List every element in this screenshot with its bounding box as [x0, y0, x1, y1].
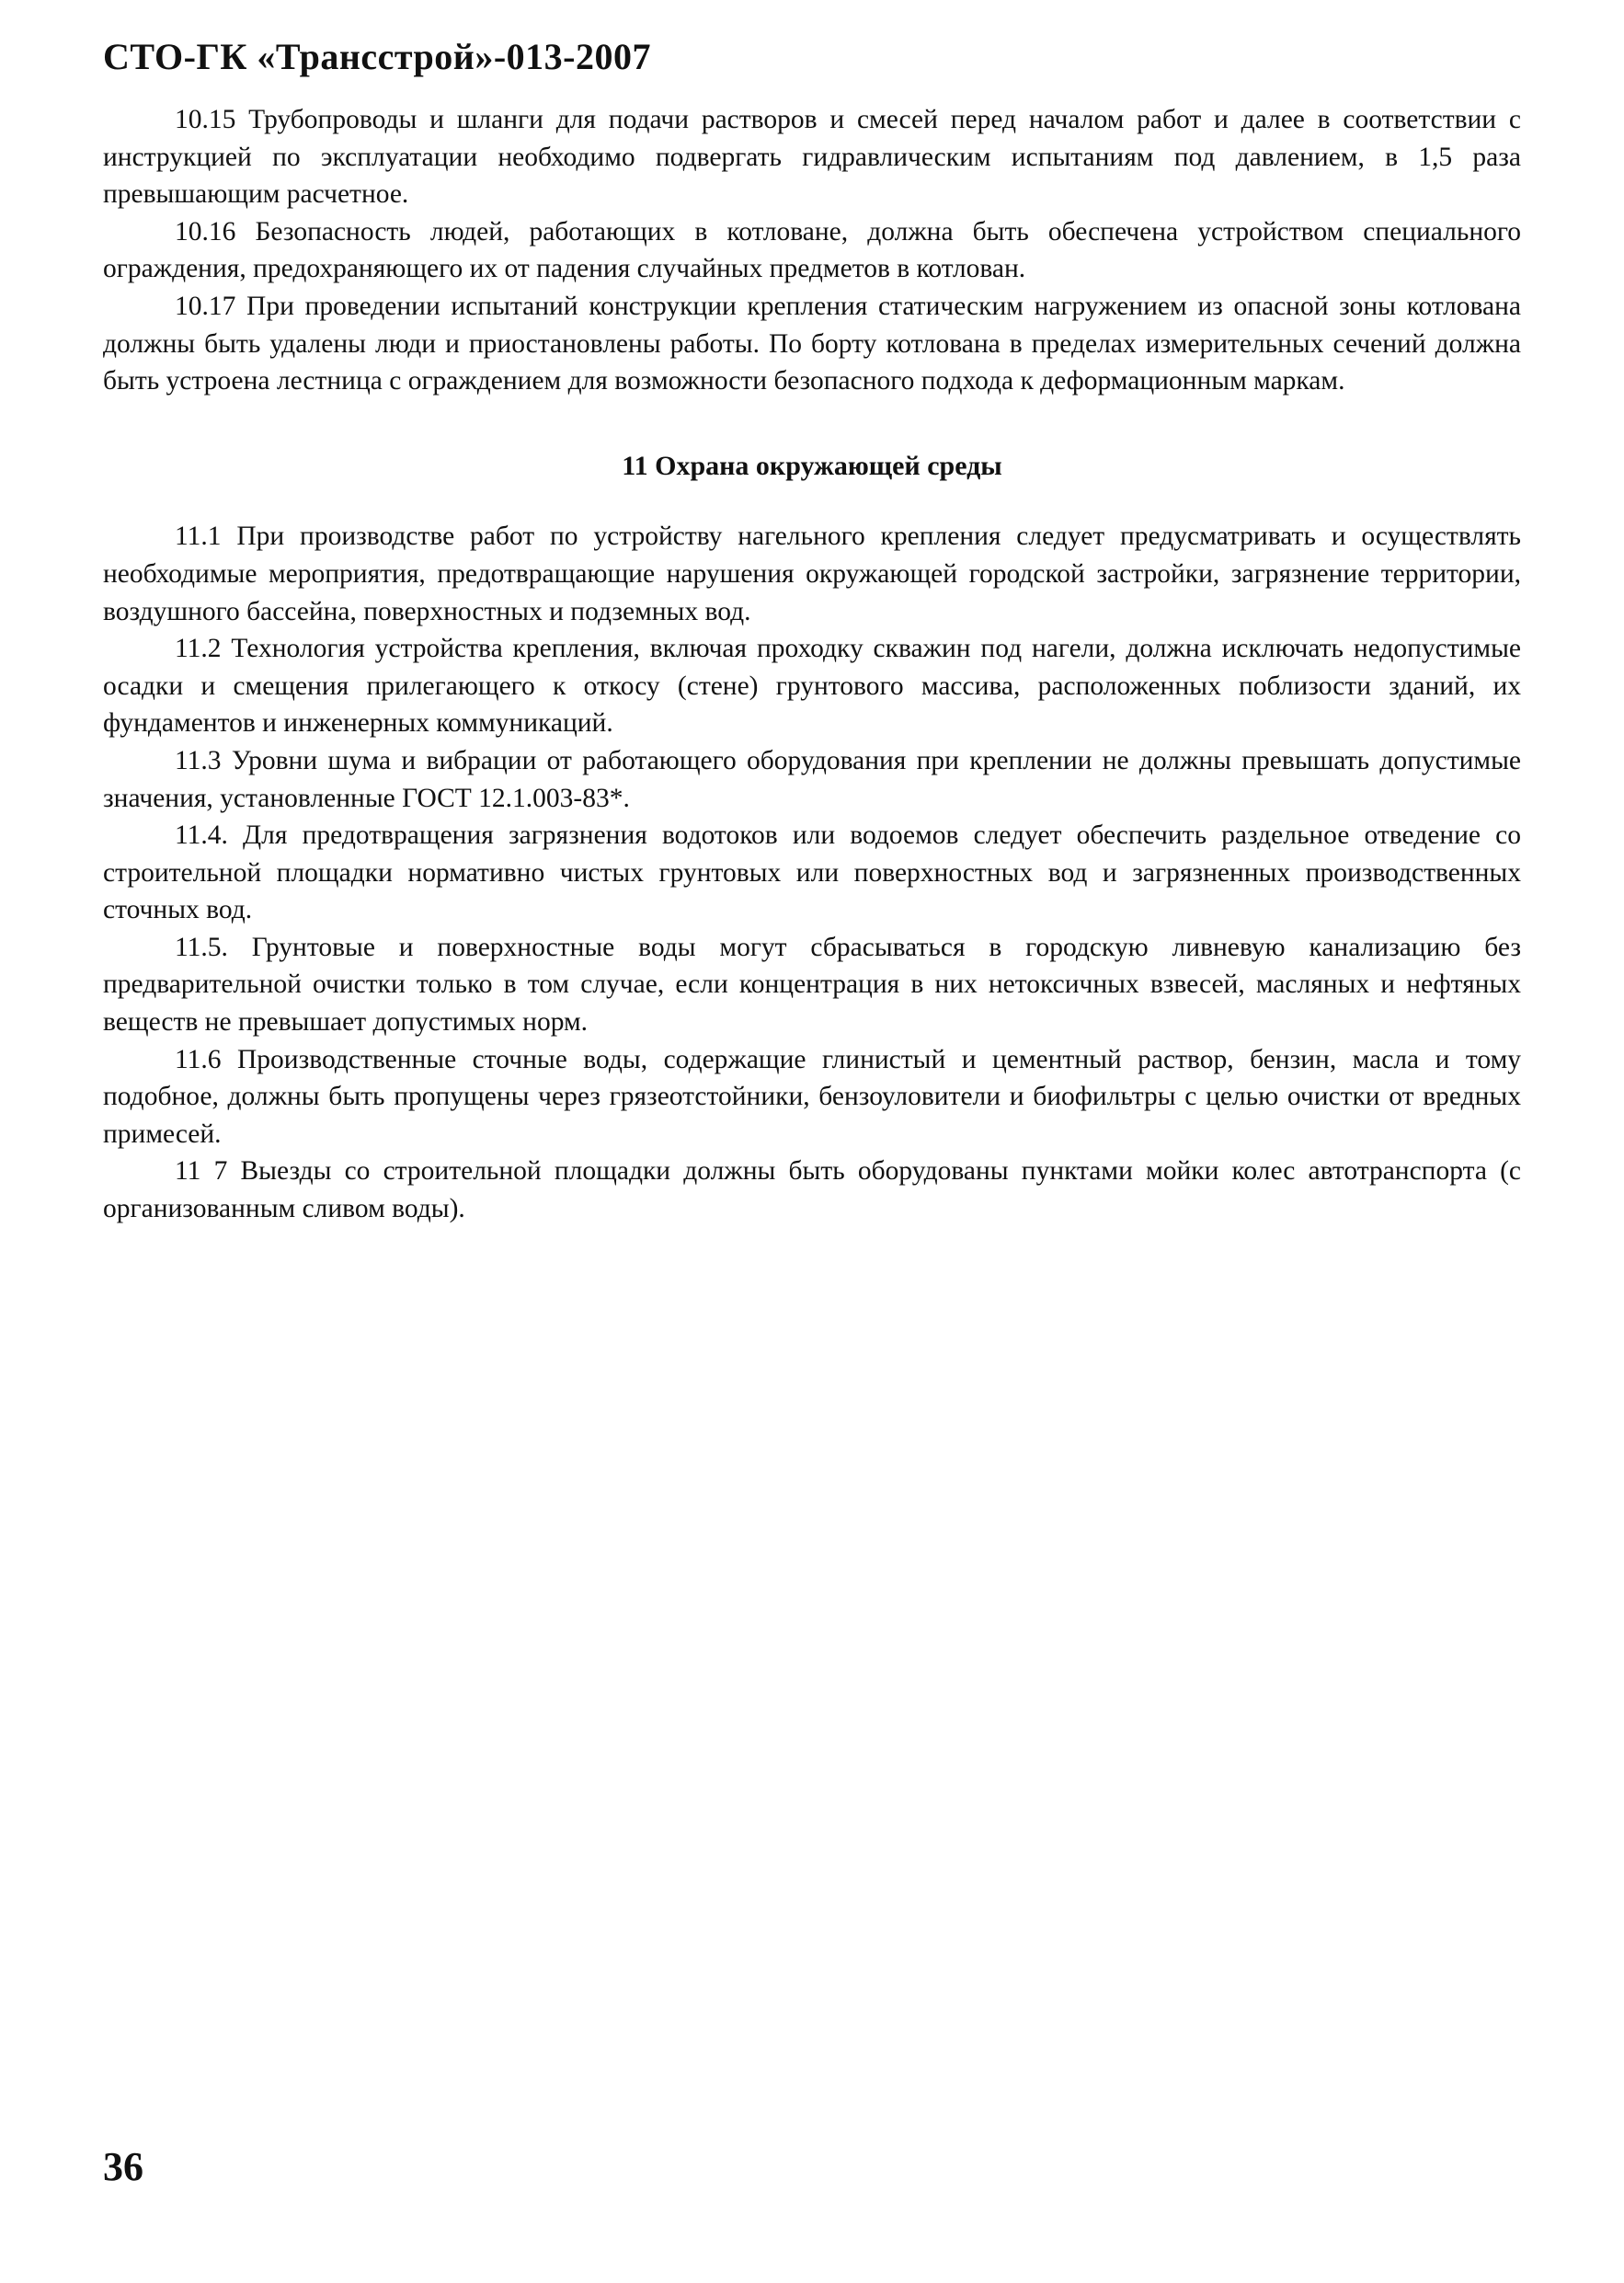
paragraph-10-16: 10.16 Безопасность людей, работающих в котловане, должна быть обеспечена устройством специального ограждения, предохраняющего их от падения случайных предметов в котлован.: [103, 216, 1521, 284]
page-number: 36: [103, 2144, 143, 2189]
paragraph-11-1: 11.1 При производстве работ по устройству нагельного крепления следует предусматривать и осуществлять необходимые мероприятия, предотвращающие нарушения окружающей городской застройки, загрязнение территории, воздушного бассейна, поверхностных и подземных вод.: [103, 522, 1521, 626]
paragraph-11-7: 11 7 Выезды со строительной площадки должны быть оборудованы пунктами мойки колес автотранспорта (с организованным сливом воды).: [103, 1156, 1521, 1224]
section-11-title: 11 Охрана окружающей среды: [622, 450, 1002, 481]
paragraph-11-4: 11.4. Для предотвращения загрязнения водотоков или водоемов следует обеспечить раздельное отведение со строительной площадки нормативно чистых грунтовых или поверхностных вод и загрязненных производственных сточных вод.: [103, 820, 1521, 925]
paragraph-11-3: 11.3 Уровни шума и вибрации от работающего оборудования при креплении не должны превышать допустимые значения, установленные ГОСТ 12.1.003-83*.: [103, 745, 1521, 813]
document-header-title: СТО-ГК «Трансстрой»-013-2007: [103, 36, 651, 77]
paragraph-10-15: 10.15 Трубопроводы и шланги для подачи растворов и смесей перед началом работ и далее в соответствии с инструкцией по эксплуатации необходимо подвергать гидравлическим испытаниям под давлением, в 1,5 раза превышающим расчетное.: [103, 105, 1521, 210]
paragraph-11-5: 11.5. Грунтовые и поверхностные воды могут сбрасываться в городскую ливневую канализацию без предварительной очистки только в том случае, если концентрация в них нетоксичных взвесей, масляных и нефтяных веществ не превышает допустимых норм.: [103, 932, 1521, 1038]
paragraph-11-2: 11.2 Технология устройства крепления, включая проходку скважин под нагели, должна исключать недопустимые осадки и смещения прилегающего к откосу (стене) грунтового массива, расположенных поблизости зданий, их фундаментов и инженерных коммуникаций.: [103, 634, 1521, 739]
paragraph-11-6: 11.6 Производственные сточные воды, содержащие глинистый и цементный раствор, бензин, масла и тому подобное, должны быть пропущены через грязеотстойники, бензоуловители и биофильтры с целью очистки от вредных примесей.: [103, 1044, 1521, 1149]
paragraph-10-17: 10.17 При проведении испытаний конструкции крепления статическим нагружением из опасной зоны котлована должны быть удалены люди и приостановлены работы. По борту котлована в пределах измерительных сечений должна быть устроена лестница с ограждением для возможности безопасного подхода к деформационным маркам.: [103, 291, 1521, 396]
document-body: [103, 101, 1521, 1228]
